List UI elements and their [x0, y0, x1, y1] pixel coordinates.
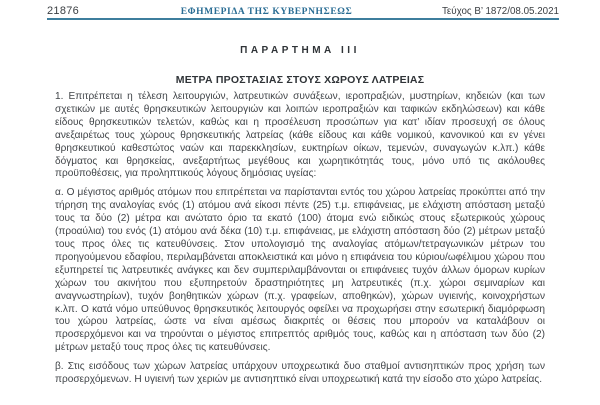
- paragraph-alpha: α. Ο μέγιστος αριθμός ατόμων που επιτρέπεται να παρίστανται εντός του χώρου λατρείας προκύπτει από την τήρηση της αναλογίας ενός (1) ατόμου ανά είκοσι πέντε (25) τ.μ. επιφάνειας, με ελάχιστη απόσταση μεταξύ τους τα δύο (2) μέτρα και ανώτατο όριο τα εκατό (100) άτομα ενώ ειδικώς στους εξωτερικούς χώρους (προαύλια) του ενός (1) ατόμου ανά δέκα (10) τ.μ. επιφάνειας, με ελάχιστη απόσταση δύο (2) μέτρων μεταξύ τους προς όλες τις κατευθύνσεις. Στον υπολογισμό της αναλογίας ατόμων/τετραγωνικών μέτρων του προηγούμενου εδαφίου, περιλαμβάνεται αποκλειστικά και μόνο η επιφάνεια του κύριου/ωφέλιμου χώρου που εξυπηρετεί τις λατρευτικές ανάγκες και δεν συμπεριλαμβάνονται οι επιφάνειες τυχόν άλλων όμορων κυρίων χώρων του ακινήτου που εξυπηρετούν δραστηριότητες μη λατρευτικές (π.χ. χώροι σεμιναρίων και αναγνωστηρίων), τυχόν βοηθητικών χώρων (π.χ. γραφείων, αποθηκών), χώρων υγιεινής, κοινοχρήστων κ.λπ. Ο κατά νόμο υπεύθυνος θρησκευτικός λειτουργός οφείλει να προχωρήσει στην εσωτερική διαμόρφωση του χώρου λατρείας, ώστε να είναι αμέσως διακριτές οι θέσεις που μπορούν να καταλάβουν οι προσερχόμενοι και να τηρούνται ο μέγιστος επιτρεπτός αριθμός τους, καθώς και η απόσταση των δύο (2) μέτρων μεταξύ τους προς όλες τις κατευθύνσεις.: [55, 187, 545, 354]
- annex-title: ΠΑΡΑΡΤΗΜΑ III: [240, 45, 360, 56]
- page-number: 21876: [47, 5, 80, 17]
- masthead-title: ΕΦΗΜΕΡΙΔΑ ΤΗΣ ΚΥΒΕΡΝΗΣΕΩΣ: [180, 7, 353, 17]
- issue-info: Τεύχος Β’ 1872/08.05.2021: [441, 6, 559, 17]
- page-header: [47, 5, 559, 17]
- paragraph-intro: 1. Επιτρέπεται η τέλεση λειτουργιών, λατρευτικών συνάξεων, ιεροπραξιών, μυστηρίων, κηδειών (και των σχετικών με αυτές θρησκευτικών λειτουργιών και λοιπών ιεροπραξιών και ταφικών εκδηλώσεων) και κάθε είδους θρησκευτικών τελετών, καθώς και η προσέλευση προσώπων για κατ’ ιδίαν προσευχή σε όλους ανεξαιρέτως τους χώρους θρησκευτικής λατρείας (κάθε είδους και κάθε νομικού, κανονικού και εν γένει θρησκευτικού καθεστώτος ναών και παρεκκλησίων, ευκτηρίων οίκων, τεμενών, συναγωγών κ.λπ.) κάθε δόγματος και θρησκείας, ανεξαρτήτως μεγέθους και χωρητικότητάς τους, μόνο υπό τις ακόλουθες προϋποθέσεις, για προληπτικούς λόγους δημόσιας υγείας:: [55, 91, 545, 180]
- header-divider: [47, 18, 559, 20]
- paragraph-beta: β. Στις εισόδους των χώρων λατρείας υπάρχουν υποχρεωτικά δυο σταθμοί αντισηπτικών προς χρήση των προσερχόμενων. Η υγιεινή των χεριών με αντισηπτικό είναι υποχρεωτική κατά την είσοδο στο χώρο λατρείας.: [55, 361, 545, 386]
- document-body: [55, 91, 545, 393]
- section-title: ΜΕΤΡΑ ΠΡΟΣΤΑΣΙΑΣ ΣΤΟΥΣ ΧΩΡΟΥΣ ΛΑΤΡΕΙΑΣ: [175, 74, 425, 86]
